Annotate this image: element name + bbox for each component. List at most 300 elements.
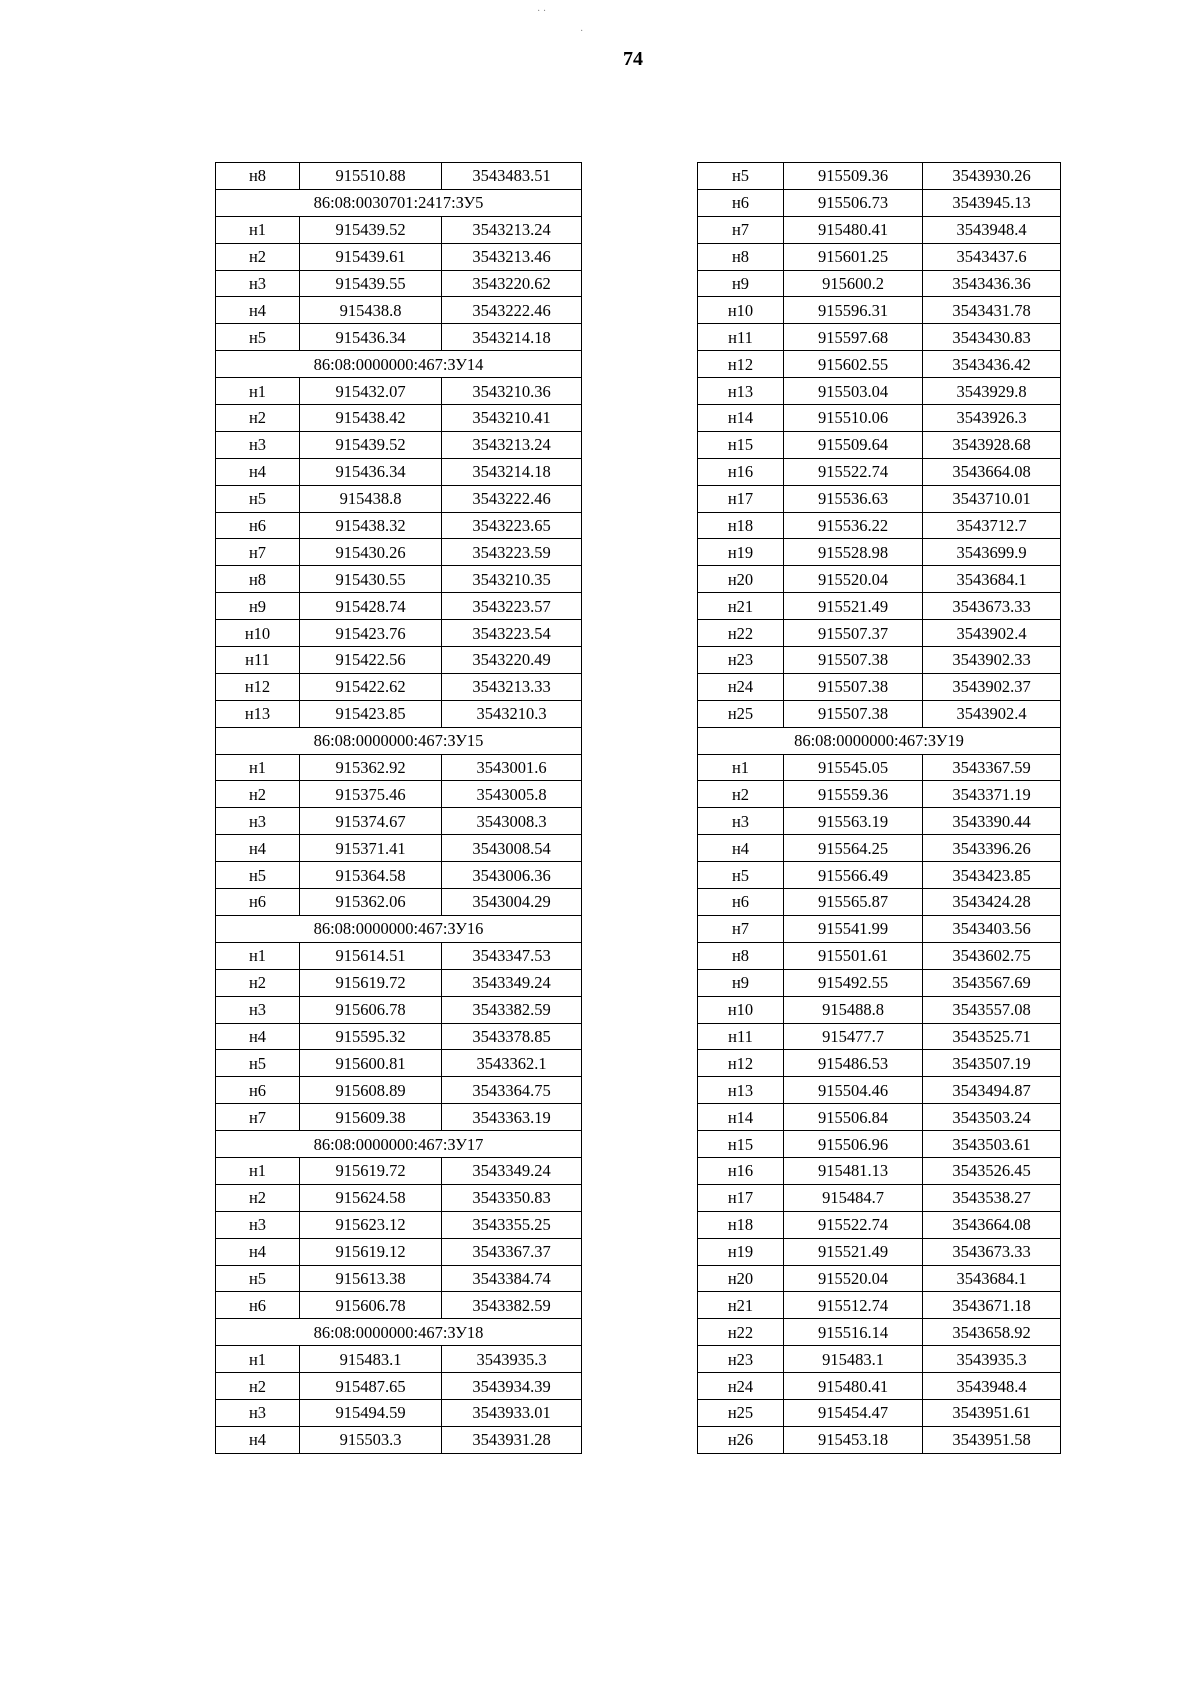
- table-row: [698, 163, 1061, 190]
- y-coordinate: 3543902.4: [923, 700, 1061, 727]
- point-label: н22: [698, 620, 784, 647]
- point-label: н4: [216, 1238, 300, 1265]
- table-row: [698, 1238, 1061, 1265]
- point-label: н7: [698, 915, 784, 942]
- x-coordinate: 915506.73: [784, 189, 923, 216]
- point-label: н2: [216, 243, 300, 270]
- table-row: [216, 700, 582, 727]
- table-row: [698, 620, 1061, 647]
- table-row: [698, 1373, 1061, 1400]
- table-row: [698, 485, 1061, 512]
- table-row: [216, 647, 582, 674]
- table-row: [698, 781, 1061, 808]
- table-row: [698, 969, 1061, 996]
- table-row: [698, 1211, 1061, 1238]
- table-row: [698, 1292, 1061, 1319]
- point-label: н9: [216, 593, 300, 620]
- point-label: н18: [698, 512, 784, 539]
- y-coordinate: 3543213.33: [442, 673, 582, 700]
- point-label: н6: [216, 1292, 300, 1319]
- x-coordinate: 915614.51: [300, 942, 442, 969]
- point-label: н4: [216, 835, 300, 862]
- point-label: н15: [698, 1131, 784, 1158]
- table-row: [698, 378, 1061, 405]
- point-label: н23: [698, 1346, 784, 1373]
- table-row: [698, 1131, 1061, 1158]
- y-coordinate: 3543951.58: [923, 1426, 1061, 1453]
- table-row: [698, 1319, 1061, 1346]
- y-coordinate: 3543004.29: [442, 889, 582, 916]
- table-row: [698, 1346, 1061, 1373]
- point-label: н13: [698, 378, 784, 405]
- x-coordinate: 915608.89: [300, 1077, 442, 1104]
- point-label: н19: [698, 539, 784, 566]
- y-coordinate: 3543437.6: [923, 243, 1061, 270]
- y-coordinate: 3543602.75: [923, 942, 1061, 969]
- point-label: н3: [216, 270, 300, 297]
- x-coordinate: 915439.52: [300, 431, 442, 458]
- point-label: н13: [698, 1077, 784, 1104]
- table-row: [698, 996, 1061, 1023]
- x-coordinate: 915428.74: [300, 593, 442, 620]
- y-coordinate: 3543430.83: [923, 324, 1061, 351]
- y-coordinate: 3543538.27: [923, 1184, 1061, 1211]
- point-label: н1: [698, 754, 784, 781]
- x-coordinate: 915439.52: [300, 216, 442, 243]
- section-header-row: [698, 727, 1061, 754]
- point-label: н9: [698, 270, 784, 297]
- table-row: [698, 1399, 1061, 1426]
- y-coordinate: 3543390.44: [923, 808, 1061, 835]
- table-row: [698, 1104, 1061, 1131]
- x-coordinate: 915536.63: [784, 485, 923, 512]
- point-label: н25: [698, 1399, 784, 1426]
- point-label: н5: [216, 1050, 300, 1077]
- y-coordinate: 3543951.61: [923, 1399, 1061, 1426]
- x-coordinate: 915509.64: [784, 431, 923, 458]
- x-coordinate: 915541.99: [784, 915, 923, 942]
- point-label: н22: [698, 1319, 784, 1346]
- point-label: н25: [698, 700, 784, 727]
- y-coordinate: 3543210.3: [442, 700, 582, 727]
- table-row: [216, 620, 582, 647]
- y-coordinate: 3543355.25: [442, 1211, 582, 1238]
- scan-speck: ·: [580, 26, 584, 37]
- cadastral-number: 86:08:0030701:2417:ЗУ5: [216, 189, 582, 216]
- coordinates-table-left: [215, 162, 582, 1454]
- y-coordinate: 3543423.85: [923, 862, 1061, 889]
- point-label: н1: [216, 1346, 300, 1373]
- y-coordinate: 3543673.33: [923, 593, 1061, 620]
- table-row: [216, 1050, 582, 1077]
- y-coordinate: 3543008.54: [442, 835, 582, 862]
- y-coordinate: 3543223.54: [442, 620, 582, 647]
- x-coordinate: 915507.38: [784, 673, 923, 700]
- y-coordinate: 3543934.39: [442, 1373, 582, 1400]
- point-label: н12: [698, 1050, 784, 1077]
- table-row: [216, 673, 582, 700]
- x-coordinate: 915503.3: [300, 1426, 442, 1453]
- y-coordinate: 3543008.3: [442, 808, 582, 835]
- point-label: н20: [698, 1265, 784, 1292]
- y-coordinate: 3543210.36: [442, 378, 582, 405]
- table-row: [698, 1184, 1061, 1211]
- y-coordinate: 3543567.69: [923, 969, 1061, 996]
- point-label: н17: [698, 485, 784, 512]
- x-coordinate: 915606.78: [300, 996, 442, 1023]
- table-row: [216, 270, 582, 297]
- point-label: н9: [698, 969, 784, 996]
- point-label: н3: [698, 808, 784, 835]
- x-coordinate: 915483.1: [784, 1346, 923, 1373]
- x-coordinate: 915492.55: [784, 969, 923, 996]
- table-row: [698, 700, 1061, 727]
- point-label: н10: [698, 996, 784, 1023]
- y-coordinate: 3543902.37: [923, 673, 1061, 700]
- y-coordinate: 3543931.28: [442, 1426, 582, 1453]
- y-coordinate: 3543363.19: [442, 1104, 582, 1131]
- y-coordinate: 3543664.08: [923, 1211, 1061, 1238]
- y-coordinate: 3543006.36: [442, 862, 582, 889]
- point-label: н6: [216, 512, 300, 539]
- coordinates-table-right: [697, 162, 1061, 1454]
- point-label: н18: [698, 1211, 784, 1238]
- point-label: н11: [698, 1023, 784, 1050]
- table-row: [216, 1211, 582, 1238]
- point-label: н14: [698, 1104, 784, 1131]
- point-label: н1: [216, 378, 300, 405]
- x-coordinate: 915520.04: [784, 1265, 923, 1292]
- y-coordinate: 3543935.3: [923, 1346, 1061, 1373]
- table-row: [698, 808, 1061, 835]
- x-coordinate: 915430.26: [300, 539, 442, 566]
- table-row: [216, 862, 582, 889]
- table-row: [698, 862, 1061, 889]
- cadastral-number: 86:08:0000000:467:ЗУ17: [216, 1131, 582, 1158]
- x-coordinate: 915362.92: [300, 754, 442, 781]
- y-coordinate: 3543403.56: [923, 915, 1061, 942]
- table-row: [216, 593, 582, 620]
- point-label: н10: [216, 620, 300, 647]
- x-coordinate: 915422.56: [300, 647, 442, 674]
- x-coordinate: 915536.22: [784, 512, 923, 539]
- point-label: н2: [216, 969, 300, 996]
- cadastral-number: 86:08:0000000:467:ЗУ16: [216, 915, 582, 942]
- scan-speck: · ·: [537, 6, 547, 17]
- y-coordinate: 3543213.46: [442, 243, 582, 270]
- x-coordinate: 915436.34: [300, 458, 442, 485]
- point-label: н21: [698, 593, 784, 620]
- x-coordinate: 915362.06: [300, 889, 442, 916]
- point-label: н26: [698, 1426, 784, 1453]
- point-label: н3: [216, 996, 300, 1023]
- table-row: [698, 270, 1061, 297]
- y-coordinate: 3543382.59: [442, 996, 582, 1023]
- y-coordinate: 3543507.19: [923, 1050, 1061, 1077]
- point-label: н7: [216, 539, 300, 566]
- x-coordinate: 915364.58: [300, 862, 442, 889]
- table-row: [698, 1157, 1061, 1184]
- y-coordinate: 3543001.6: [442, 754, 582, 781]
- table-row: [216, 297, 582, 324]
- x-coordinate: 915566.49: [784, 862, 923, 889]
- cadastral-number: 86:08:0000000:467:ЗУ14: [216, 351, 582, 378]
- x-coordinate: 915439.55: [300, 270, 442, 297]
- table-row: [698, 351, 1061, 378]
- table-row: [216, 1373, 582, 1400]
- x-coordinate: 915374.67: [300, 808, 442, 835]
- table-row: [698, 566, 1061, 593]
- point-label: н16: [698, 458, 784, 485]
- y-coordinate: 3543367.37: [442, 1238, 582, 1265]
- point-label: н4: [216, 458, 300, 485]
- x-coordinate: 915522.74: [784, 1211, 923, 1238]
- y-coordinate: 3543213.24: [442, 431, 582, 458]
- x-coordinate: 915507.37: [784, 620, 923, 647]
- table-row: [216, 996, 582, 1023]
- y-coordinate: 3543364.75: [442, 1077, 582, 1104]
- x-coordinate: 915438.32: [300, 512, 442, 539]
- y-coordinate: 3543902.4: [923, 620, 1061, 647]
- point-label: н8: [698, 942, 784, 969]
- table-row: [698, 297, 1061, 324]
- point-label: н23: [698, 647, 784, 674]
- table-row: [216, 485, 582, 512]
- x-coordinate: 915606.78: [300, 1292, 442, 1319]
- point-label: н19: [698, 1238, 784, 1265]
- point-label: н21: [698, 1292, 784, 1319]
- point-label: н6: [698, 889, 784, 916]
- table-row: [216, 1104, 582, 1131]
- y-coordinate: 3543222.46: [442, 485, 582, 512]
- point-label: н5: [216, 1265, 300, 1292]
- point-label: н12: [698, 351, 784, 378]
- x-coordinate: 915480.41: [784, 216, 923, 243]
- section-header-row: [216, 915, 582, 942]
- x-coordinate: 915510.88: [300, 163, 442, 190]
- x-coordinate: 915432.07: [300, 378, 442, 405]
- x-coordinate: 915510.06: [784, 405, 923, 432]
- table-row: [216, 539, 582, 566]
- point-label: н24: [698, 673, 784, 700]
- x-coordinate: 915512.74: [784, 1292, 923, 1319]
- y-coordinate: 3543210.41: [442, 405, 582, 432]
- x-coordinate: 915477.7: [784, 1023, 923, 1050]
- point-label: н3: [216, 808, 300, 835]
- y-coordinate: 3543214.18: [442, 324, 582, 351]
- table-row: [216, 942, 582, 969]
- table-row: [216, 431, 582, 458]
- y-coordinate: 3543220.49: [442, 647, 582, 674]
- x-coordinate: 915436.34: [300, 324, 442, 351]
- x-coordinate: 915516.14: [784, 1319, 923, 1346]
- y-coordinate: 3543658.92: [923, 1319, 1061, 1346]
- y-coordinate: 3543673.33: [923, 1238, 1061, 1265]
- point-label: н6: [216, 889, 300, 916]
- x-coordinate: 915619.72: [300, 1157, 442, 1184]
- table-row: [216, 324, 582, 351]
- table-row: [698, 1265, 1061, 1292]
- table-row: [216, 243, 582, 270]
- y-coordinate: 3543664.08: [923, 458, 1061, 485]
- table-row: [698, 189, 1061, 216]
- x-coordinate: 915422.62: [300, 673, 442, 700]
- x-coordinate: 915521.49: [784, 593, 923, 620]
- y-coordinate: 3543525.71: [923, 1023, 1061, 1050]
- x-coordinate: 915481.13: [784, 1157, 923, 1184]
- y-coordinate: 3543948.4: [923, 216, 1061, 243]
- y-coordinate: 3543930.26: [923, 163, 1061, 190]
- x-coordinate: 915600.2: [784, 270, 923, 297]
- point-label: н20: [698, 566, 784, 593]
- table-row: [216, 1399, 582, 1426]
- table-row: [698, 754, 1061, 781]
- point-label: н5: [216, 485, 300, 512]
- y-coordinate: 3543382.59: [442, 1292, 582, 1319]
- point-label: н4: [216, 1023, 300, 1050]
- x-coordinate: 915423.76: [300, 620, 442, 647]
- table-row: [216, 405, 582, 432]
- y-coordinate: 3543929.8: [923, 378, 1061, 405]
- point-label: н10: [698, 297, 784, 324]
- table-row: [216, 1265, 582, 1292]
- x-coordinate: 915506.96: [784, 1131, 923, 1158]
- point-label: н8: [216, 163, 300, 190]
- cadastral-number: 86:08:0000000:467:ЗУ15: [216, 727, 582, 754]
- point-label: н15: [698, 431, 784, 458]
- table-row: [698, 942, 1061, 969]
- x-coordinate: 915563.19: [784, 808, 923, 835]
- section-header-row: [216, 727, 582, 754]
- y-coordinate: 3543945.13: [923, 189, 1061, 216]
- y-coordinate: 3543214.18: [442, 458, 582, 485]
- x-coordinate: 915509.36: [784, 163, 923, 190]
- table-row: [698, 889, 1061, 916]
- x-coordinate: 915503.04: [784, 378, 923, 405]
- point-label: н1: [216, 942, 300, 969]
- y-coordinate: 3543710.01: [923, 485, 1061, 512]
- y-coordinate: 3543371.19: [923, 781, 1061, 808]
- y-coordinate: 3543223.65: [442, 512, 582, 539]
- point-label: н8: [698, 243, 784, 270]
- section-header-row: [216, 1131, 582, 1158]
- point-label: н2: [216, 781, 300, 808]
- table-row: [216, 1238, 582, 1265]
- page-number: 74: [623, 48, 643, 70]
- table-row: [698, 431, 1061, 458]
- y-coordinate: 3543494.87: [923, 1077, 1061, 1104]
- x-coordinate: 915507.38: [784, 700, 923, 727]
- table-row: [698, 216, 1061, 243]
- x-coordinate: 915596.31: [784, 297, 923, 324]
- point-label: н5: [698, 163, 784, 190]
- cadastral-number: 86:08:0000000:467:ЗУ18: [216, 1319, 582, 1346]
- point-label: н14: [698, 405, 784, 432]
- point-label: н24: [698, 1373, 784, 1400]
- x-coordinate: 915597.68: [784, 324, 923, 351]
- table-row: [698, 405, 1061, 432]
- x-coordinate: 915438.8: [300, 297, 442, 324]
- x-coordinate: 915453.18: [784, 1426, 923, 1453]
- y-coordinate: 3543367.59: [923, 754, 1061, 781]
- table-row: [216, 1292, 582, 1319]
- x-coordinate: 915601.25: [784, 243, 923, 270]
- y-coordinate: 3543503.61: [923, 1131, 1061, 1158]
- x-coordinate: 915506.84: [784, 1104, 923, 1131]
- x-coordinate: 915504.46: [784, 1077, 923, 1104]
- point-label: н5: [216, 862, 300, 889]
- table-row: [698, 539, 1061, 566]
- table-row: [216, 512, 582, 539]
- table-row: [216, 566, 582, 593]
- table-row: [698, 673, 1061, 700]
- point-label: н12: [216, 673, 300, 700]
- point-label: н11: [698, 324, 784, 351]
- point-label: н3: [216, 1211, 300, 1238]
- x-coordinate: 915371.41: [300, 835, 442, 862]
- x-coordinate: 915623.12: [300, 1211, 442, 1238]
- point-label: н13: [216, 700, 300, 727]
- point-label: н11: [216, 647, 300, 674]
- x-coordinate: 915483.1: [300, 1346, 442, 1373]
- y-coordinate: 3543503.24: [923, 1104, 1061, 1131]
- x-coordinate: 915487.65: [300, 1373, 442, 1400]
- table-row: [698, 647, 1061, 674]
- table-row: [216, 1157, 582, 1184]
- x-coordinate: 915375.46: [300, 781, 442, 808]
- point-label: н2: [216, 1373, 300, 1400]
- cadastral-number: 86:08:0000000:467:ЗУ19: [698, 727, 1061, 754]
- table-row: [698, 1023, 1061, 1050]
- point-label: н2: [216, 405, 300, 432]
- x-coordinate: 915520.04: [784, 566, 923, 593]
- x-coordinate: 915507.38: [784, 647, 923, 674]
- y-coordinate: 3543349.24: [442, 1157, 582, 1184]
- x-coordinate: 915484.7: [784, 1184, 923, 1211]
- point-label: н8: [216, 566, 300, 593]
- y-coordinate: 3543362.1: [442, 1050, 582, 1077]
- point-label: н16: [698, 1157, 784, 1184]
- y-coordinate: 3543671.18: [923, 1292, 1061, 1319]
- table-row: [698, 835, 1061, 862]
- x-coordinate: 915438.8: [300, 485, 442, 512]
- table-row: [216, 163, 582, 190]
- y-coordinate: 3543349.24: [442, 969, 582, 996]
- point-label: н6: [698, 189, 784, 216]
- table-row: [698, 593, 1061, 620]
- y-coordinate: 3543436.36: [923, 270, 1061, 297]
- x-coordinate: 915488.8: [784, 996, 923, 1023]
- table-row: [216, 889, 582, 916]
- y-coordinate: 3543384.74: [442, 1265, 582, 1292]
- y-coordinate: 3543378.85: [442, 1023, 582, 1050]
- table-row: [698, 243, 1061, 270]
- table-row: [216, 1426, 582, 1453]
- point-label: н6: [216, 1077, 300, 1104]
- x-coordinate: 915624.58: [300, 1184, 442, 1211]
- x-coordinate: 915521.49: [784, 1238, 923, 1265]
- x-coordinate: 915494.59: [300, 1399, 442, 1426]
- table-row: [698, 512, 1061, 539]
- y-coordinate: 3543483.51: [442, 163, 582, 190]
- y-coordinate: 3543935.3: [442, 1346, 582, 1373]
- y-coordinate: 3543948.4: [923, 1373, 1061, 1400]
- x-coordinate: 915480.41: [784, 1373, 923, 1400]
- x-coordinate: 915564.25: [784, 835, 923, 862]
- y-coordinate: 3543926.3: [923, 405, 1061, 432]
- point-label: н5: [216, 324, 300, 351]
- x-coordinate: 915602.55: [784, 351, 923, 378]
